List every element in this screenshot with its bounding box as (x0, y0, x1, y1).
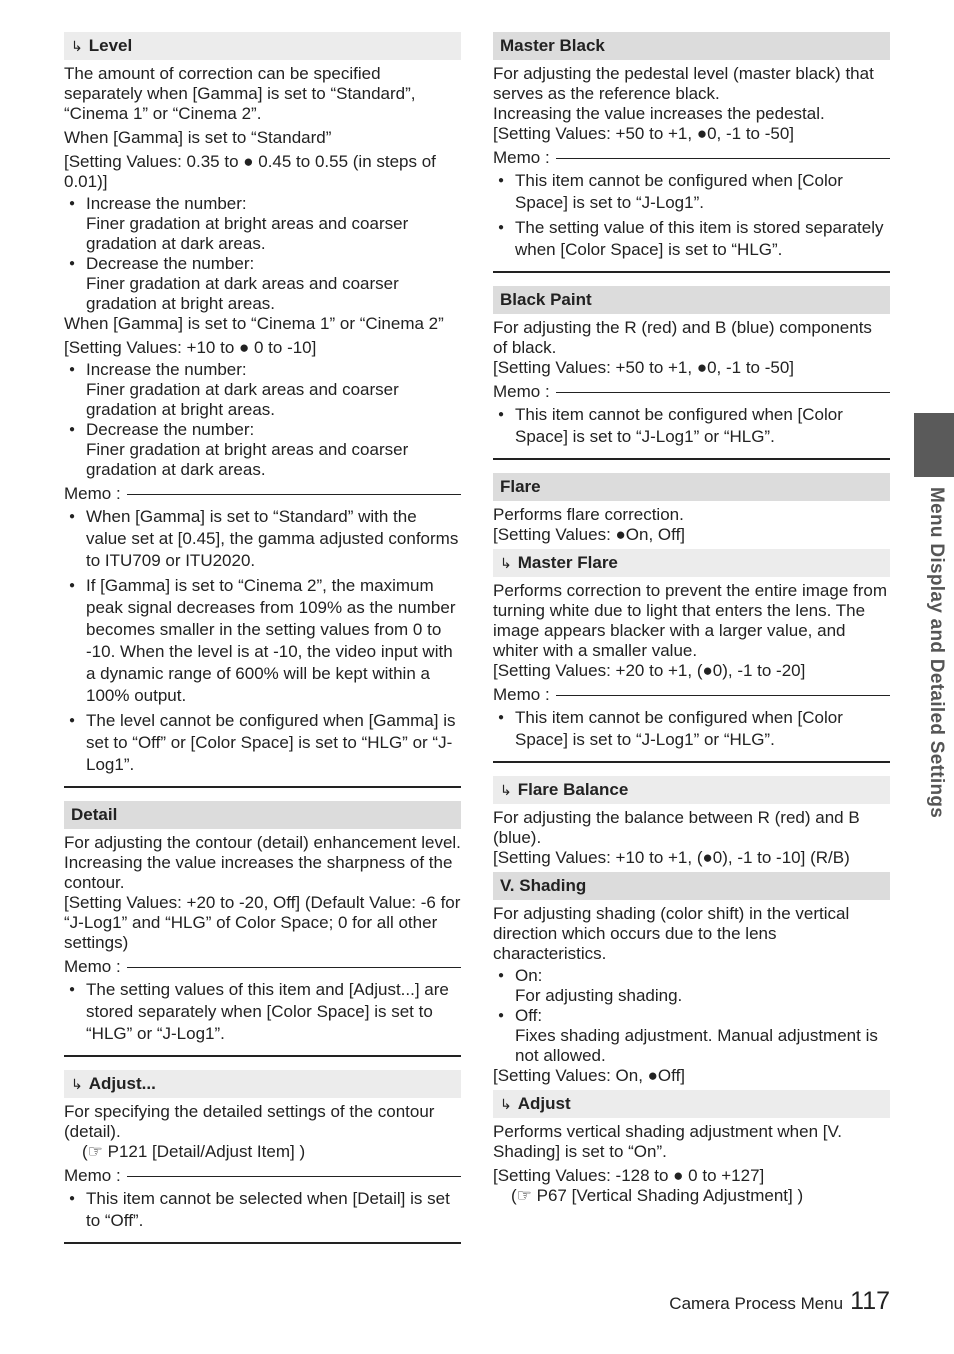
black-paint-memo-list (493, 404, 890, 448)
list-item (64, 420, 461, 480)
memo-item: ● The level cannot be configured when [Gamma] is set to “Off” or [Color Space] is set to “HLG” or “J-Log1”. (64, 710, 461, 776)
memo-item: ● The setting value of this item is stored separately when [Color Space] is set to “HLG”. (493, 217, 890, 261)
flare-balance-values: [Setting Values: +10 to +1, (●0), -1 to -10] (R/B) (493, 848, 850, 867)
memo-item: ● If [Gamma] is set to “Cinema 2”, the maximum peak signal decreases from 109% as the number becomes smaller in the setting values from 0 to -10. When the level is at -10, the video input with a dynamic range of 600% will be kept within a 100% output. (64, 575, 461, 707)
list-item-head: Decrease the number: (86, 254, 255, 273)
detail-heading: Detail (64, 801, 461, 829)
memo-rule (127, 1176, 461, 1177)
section-end-rule (493, 271, 890, 273)
black-paint-memo-header (493, 382, 890, 402)
page-footer (669, 1287, 890, 1315)
master-flare-desc: Performs correction to prevent the entire image from turning white due to light that enters the lens. The image appears blacker with a larger value, and whiter with a smaller value. (493, 581, 887, 660)
section-end-rule (64, 1242, 461, 1244)
section-end-rule (493, 761, 890, 763)
list-item-head: Increase the number: (86, 360, 247, 379)
v-shading-adjust-title: Adjust (517, 1094, 571, 1113)
master-flare-memo-header (493, 685, 890, 705)
level-memo-list (64, 506, 461, 776)
adjust-memo-header (64, 1166, 461, 1186)
memo-item: ● This item cannot be selected when [Detail] is set to “Off”. (64, 1188, 461, 1232)
list-item-body: Finer gradation at dark areas and coarser gradation at bright areas. (86, 274, 399, 313)
memo-label: Memo : (64, 957, 121, 976)
list-item (493, 1006, 890, 1066)
section-end-rule (493, 458, 890, 460)
master-black-values: [Setting Values: +50 to +1, ●0, -1 to -50] (493, 124, 795, 143)
master-black-desc-2: Increasing the value increases the pedestal. (493, 104, 825, 123)
list-item-body: Finer gradation at bright areas and coarser gradation at dark areas. (86, 440, 409, 479)
adjust-memo-list (64, 1188, 461, 1232)
master-black-heading: Master Black (493, 32, 890, 60)
detail-desc: For adjusting the contour (detail) enhancement level. (64, 833, 461, 852)
memo-rule (127, 967, 461, 968)
level-desc: The amount of correction can be specified separately when [Gamma] is set to “Standard”, “Cinema 1” or “Cinema 2”. (64, 64, 416, 123)
level-cinema-values: [Setting Values: +10 to ● 0 to -10] (64, 338, 317, 357)
footer-section-title: Camera Process Menu (669, 1294, 844, 1313)
sub-item-arrow-icon: ↳ (71, 38, 83, 54)
flare-desc: Performs flare correction. (493, 505, 684, 524)
flare-heading: Flare (493, 473, 890, 501)
v-shading-desc: For adjusting shading (color shift) in the vertical direction which occurs due to the lens characteristics. (493, 904, 850, 963)
memo-rule (556, 695, 890, 696)
list-item-head: Increase the number: (86, 194, 247, 213)
master-black-memo-header (493, 148, 890, 168)
adjust-title: Adjust... (88, 1074, 156, 1093)
black-paint-desc: For adjusting the R (red) and B (blue) components of black. (493, 318, 872, 357)
level-cinema-list (64, 360, 461, 480)
master-black-desc: For adjusting the pedestal level (master black) that serves as the reference black. (493, 64, 874, 103)
level-heading (64, 32, 461, 60)
adjust-desc: For specifying the detailed settings of the contour (detail). (64, 1102, 435, 1141)
v-shading-values: [Setting Values: On, ●Off] (493, 1066, 686, 1085)
v-shading-list (493, 966, 890, 1066)
list-item (64, 254, 461, 314)
list-item-head: Decrease the number: (86, 420, 255, 439)
section-end-rule (64, 1055, 461, 1057)
flare-balance-title: Flare Balance (517, 780, 629, 799)
level-standard-list (64, 194, 461, 314)
list-item-body: For adjusting shading. (515, 986, 683, 1005)
list-item-body: Finer gradation at dark areas and coarser gradation at bright areas. (86, 380, 399, 419)
v-shading-heading: V. Shading (493, 872, 890, 900)
memo-label: Memo : (493, 148, 550, 167)
memo-item: ● The setting values of this item and [Adjust...] are stored separately when [Color Space] is set to “HLG” or “J-Log1”. (64, 979, 461, 1045)
master-flare-title: Master Flare (517, 553, 618, 572)
level-title: Level (88, 36, 133, 55)
detail-memo-list (64, 979, 461, 1045)
sub-item-arrow-icon: ↳ (500, 1096, 512, 1112)
flare-values: [Setting Values: ●On, Off] (493, 525, 686, 544)
page-number: 117 (850, 1287, 890, 1315)
detail-desc-2: Increasing the value increases the sharpness of the contour. (64, 853, 453, 892)
v-shading-adjust-values: [Setting Values: -128 to ● 0 to +127] (493, 1166, 765, 1185)
level-standard-label: When [Gamma] is set to “Standard” (64, 128, 332, 147)
memo-label: Memo : (493, 685, 550, 704)
sub-item-arrow-icon: ↳ (500, 555, 512, 571)
master-flare-values: [Setting Values: +20 to +1, (●0), -1 to -20] (493, 661, 806, 680)
memo-item: ● This item cannot be configured when [Color Space] is set to “J-Log1”. (493, 170, 890, 214)
memo-label: Memo : (64, 1166, 121, 1185)
sub-item-arrow-icon: ↳ (500, 782, 512, 798)
adjust-page-reference: (☞ P121 [Detail/Adjust Item] ) (82, 1142, 306, 1161)
master-flare-memo-list (493, 707, 890, 751)
list-item-body: Finer gradation at bright areas and coarser gradation at dark areas. (86, 214, 409, 253)
flare-balance-heading (493, 776, 890, 804)
list-item-head: On: (515, 966, 543, 985)
chapter-tab-label: Menu Display and Detailed Settings (926, 487, 947, 819)
list-item (64, 194, 461, 254)
adjust-heading (64, 1070, 461, 1098)
flare-balance-desc: For adjusting the balance between R (red) and B (blue). (493, 808, 860, 847)
black-paint-values: [Setting Values: +50 to +1, ●0, -1 to -50] (493, 358, 795, 377)
v-shading-adjust-page-reference: (☞ P67 [Vertical Shading Adjustment] ) (511, 1186, 804, 1205)
level-memo-header (64, 484, 461, 504)
left-column (64, 32, 461, 1244)
level-cinema-label: When [Gamma] is set to “Cinema 1” or “Cinema 2” (64, 314, 444, 333)
section-end-rule (64, 786, 461, 788)
level-standard-values: [Setting Values: 0.35 to ● 0.45 to 0.55 (in steps of 0.01)] (64, 152, 436, 191)
list-item (64, 360, 461, 420)
sub-item-arrow-icon: ↳ (71, 1076, 83, 1092)
chapter-tab-marker (914, 413, 954, 477)
memo-item: ● This item cannot be configured when [Color Space] is set to “J-Log1” or “HLG”. (493, 707, 890, 751)
memo-rule (127, 494, 461, 495)
list-item-body: Fixes shading adjustment. Manual adjustment is not allowed. (515, 1026, 878, 1065)
v-shading-adjust-heading (493, 1090, 890, 1118)
memo-item: ● When [Gamma] is set to “Standard” with the value set at [0.45], the gamma adjusted conforms to ITU709 or ITU2020. (64, 506, 461, 572)
detail-memo-header (64, 957, 461, 977)
memo-rule (556, 158, 890, 159)
master-black-memo-list (493, 170, 890, 261)
v-shading-adjust-desc: Performs vertical shading adjustment when [V. Shading] is set to “On”. (493, 1122, 842, 1161)
memo-item: ● This item cannot be configured when [Color Space] is set to “J-Log1” or “HLG”. (493, 404, 890, 448)
right-column (493, 32, 890, 1206)
list-item-head: Off: (515, 1006, 543, 1025)
list-item (493, 966, 890, 1006)
detail-values: [Setting Values: +20 to -20, Off] (Default Value: -6 for “J-Log1” and “HLG” of Color Space; 0 for all other settings) (64, 893, 461, 952)
black-paint-heading: Black Paint (493, 286, 890, 314)
master-flare-heading (493, 549, 890, 577)
memo-rule (556, 392, 890, 393)
memo-label: Memo : (64, 484, 121, 503)
memo-label: Memo : (493, 382, 550, 401)
